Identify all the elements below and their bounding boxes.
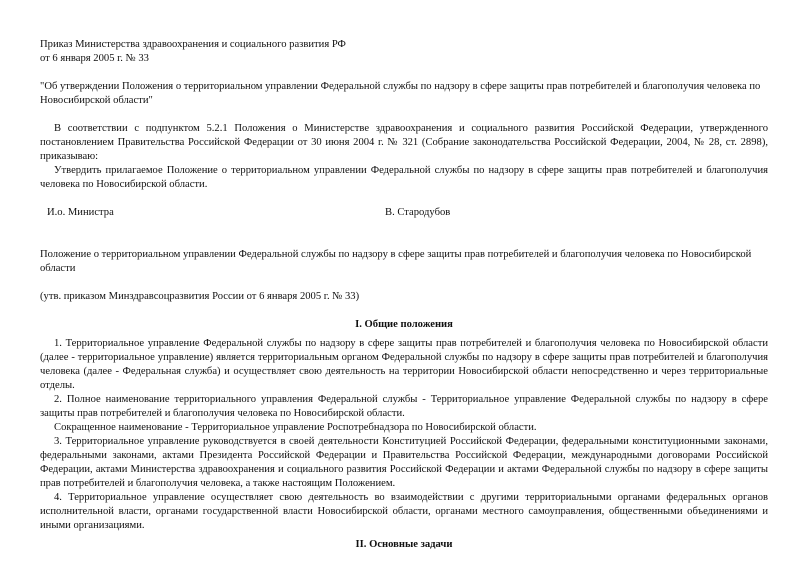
order-header-line2: от 6 января 2005 г. № 33 [40,53,149,64]
appendix-title: Положение о территориальном управлении Федеральной службы по надзору в сфере защиты прав потребителей и благополучия человека по Новосибирской области [40,249,752,274]
signature-name: В. Стародубов [385,207,451,218]
signature-block [40,206,768,220]
appendix-approval: (утв. приказом Минздравсоцразвития России от 6 января 2005 г. № 33) [40,291,360,302]
section-heading: I. Общие положения [355,319,453,330]
section-paragraph: 4. Территориальное управление осуществляет свою деятельность во взаимодействии с другими территориальными органами федеральных органов исполнительной власти, органами государственной власти Новосибирской области, органами местного самоуправления, общественными объединениями и иными организациями. [40,492,768,531]
document-page [40,38,768,552]
section-paragraph: 3. Территориальное управление руководствуется в своей деятельности Конституцией Российской Федерации, федеральными конституционными законами, федеральными законами, актами Президента Российской Федерации и Правительства Российской Федерации, международными договорами Российской Федерации, актами Министерства здравоохранения и социального развития Российской Федерации и актами Федеральной службы по надзору в сфере защиты прав потребителей и благополучия человека, а также настоящим Положением. [40,436,768,489]
section-paragraph: Сокращенное наименование - Территориальное управление Роспотребнадзора по Новосибирской области. [54,422,537,433]
preamble-paragraph: В соответствии с подпунктом 5.2.1 Положения о Министерстве здравоохранения и социального развития Российской Федерации, утвержденного постановлением Правительства Российской Федерации от 30 июня 2004 г. № 321 (Собрание законодательства Российской Федерации, 2004, № 28, ст. 2898), приказываю: [40,123,768,162]
signature-position: И.о. Министра [47,207,114,218]
order-title: "Об утверждении Положения о территориальном управлении Федеральной службы по надзору в сфере защиты прав потребителей и благополучия человека по Новосибирской области" [40,81,761,106]
section-heading: II. Основные задачи [355,539,453,550]
order-paragraph: Утвердить прилагаемое Положение о территориальном управлении Федеральной службы по надзору в сфере защиты прав потребителей и благополучия человека по Новосибирской области. [40,165,768,190]
order-header-line1: Приказ Министерства здравоохранения и социального развития РФ [40,39,346,50]
section-paragraph: 1. Территориальное управление Федеральной службы по надзору в сфере защиты прав потребителей и благополучия человека по Новосибирской области (далее - территориальное управление) является территориальным органом Федеральной службы по надзору в сфере защиты прав потребителей и благополучия человека (далее - Федеральная служба) и осуществляет свою деятельность на территории Новосибирской области непосредственно и через территориальные отделы. [40,338,768,391]
section-paragraph: 2. Полное наименование территориального управления Федеральной службы - Территориальное управление Федеральной службы по надзору в сфере защиты прав потребителей и благополучия человека по Новосибирской области. [40,394,768,419]
